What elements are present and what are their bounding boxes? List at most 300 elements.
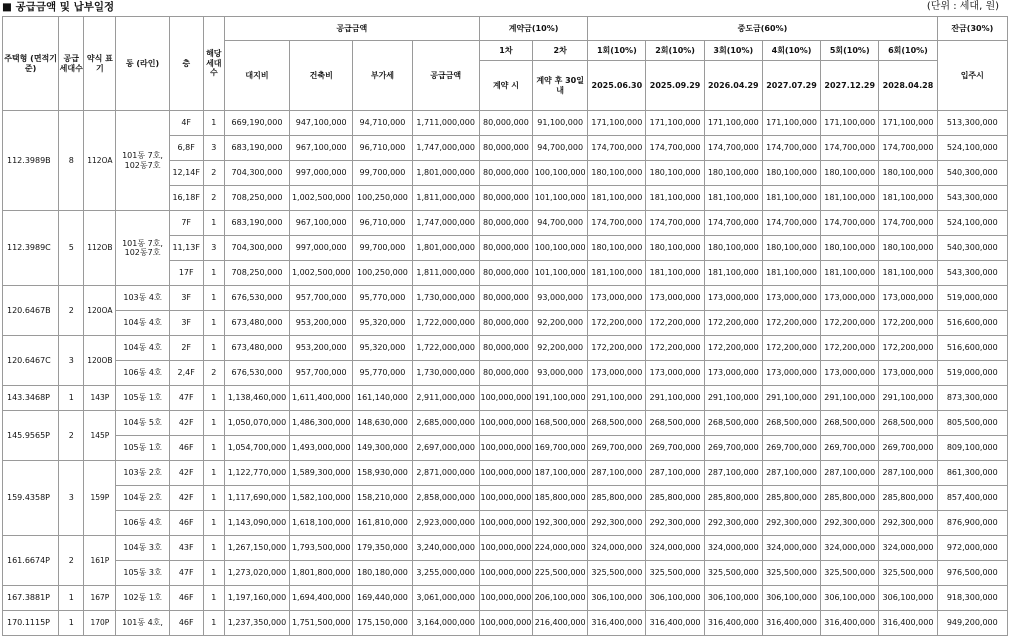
unit-count-cell: 1 <box>203 586 224 611</box>
supply-amount-cell: 1,801,000,000 <box>412 161 479 186</box>
deposit-2-cell: 101,100,000 <box>533 261 588 286</box>
household-count-cell: 5 <box>59 211 84 286</box>
mid-payment-cell: 172,200,000 <box>704 311 762 336</box>
supply-amount-cell: 3,240,000,000 <box>412 536 479 561</box>
mid-payment-cell: 324,000,000 <box>588 536 646 561</box>
household-count-cell: 3 <box>59 336 84 386</box>
supply-amount-cell: 1,730,000,000 <box>412 286 479 311</box>
deposit-1-cell: 100,000,000 <box>479 536 532 561</box>
unit-count-cell: 1 <box>203 411 224 436</box>
supply-amount-cell: 1,747,000,000 <box>412 211 479 236</box>
abbr-cell: 120OB <box>84 336 116 386</box>
mid-payment-cell: 172,200,000 <box>704 336 762 361</box>
vat-cell: 95,320,000 <box>353 311 412 336</box>
table-row <box>3 561 1008 586</box>
land-cost-cell: 683,190,000 <box>224 211 289 236</box>
floor-cell: 46F <box>169 436 203 461</box>
deposit-1-cell: 100,000,000 <box>479 511 532 536</box>
table-row <box>3 436 1008 461</box>
deposit-1-cell: 100,000,000 <box>479 386 532 411</box>
abbr-cell: 161P <box>84 536 116 586</box>
balance-cell: 809,100,000 <box>937 436 1007 461</box>
supply-amount-cell: 1,801,000,000 <box>412 236 479 261</box>
deposit-2-cell: 93,000,000 <box>533 286 588 311</box>
table-header <box>3 17 1008 111</box>
mid-payment-cell: 181,100,000 <box>704 186 762 211</box>
deposit-2-cell: 224,000,000 <box>533 536 588 561</box>
floor-cell: 42F <box>169 411 203 436</box>
mid-payment-cell: 291,100,000 <box>588 386 646 411</box>
deposit-1-cell: 80,000,000 <box>479 236 532 261</box>
mid-payment-cell: 180,100,000 <box>821 161 879 186</box>
unit-count-cell: 1 <box>203 211 224 236</box>
mid-payment-cell: 268,500,000 <box>762 411 820 436</box>
mid-payment-cell: 269,700,000 <box>762 436 820 461</box>
mid-payment-cell: 171,100,000 <box>879 111 937 136</box>
deposit-2-cell: 192,300,000 <box>533 511 588 536</box>
header-d1-when: 계약 시 <box>479 61 532 111</box>
deposit-1-cell: 100,000,000 <box>479 486 532 511</box>
mid-payment-cell: 180,100,000 <box>821 236 879 261</box>
mid-payment-cell: 306,100,000 <box>879 586 937 611</box>
deposit-2-cell: 206,100,000 <box>533 586 588 611</box>
floor-cell: 7F <box>169 211 203 236</box>
mid-payment-cell: 173,000,000 <box>646 286 704 311</box>
header-mid-label: 1회(10%) <box>588 41 646 61</box>
land-cost-cell: 704,300,000 <box>224 236 289 261</box>
table-row <box>3 311 1008 336</box>
floor-cell: 47F <box>169 386 203 411</box>
supply-amount-cell: 2,858,000,000 <box>412 486 479 511</box>
supply-amount-cell: 1,747,000,000 <box>412 136 479 161</box>
household-count-cell: 2 <box>59 411 84 461</box>
mid-payment-cell: 285,800,000 <box>704 486 762 511</box>
mid-payment-cell: 287,100,000 <box>588 461 646 486</box>
mid-payment-cell: 269,700,000 <box>588 436 646 461</box>
unit-count-cell: 3 <box>203 136 224 161</box>
land-cost-cell: 1,237,350,000 <box>224 611 289 636</box>
table-row <box>3 211 1008 236</box>
mid-payment-cell: 269,700,000 <box>704 436 762 461</box>
mid-payment-cell: 287,100,000 <box>646 461 704 486</box>
abbr-cell: 112OB <box>84 211 116 286</box>
dong-cell: 105동 3호 <box>116 561 169 586</box>
mid-payment-cell: 287,100,000 <box>879 461 937 486</box>
supply-amount-cell: 2,923,000,000 <box>412 511 479 536</box>
header-mid-group: 중도금(60%) <box>588 17 937 41</box>
household-count-cell: 1 <box>59 611 84 636</box>
deposit-2-cell: 100,100,000 <box>533 236 588 261</box>
vat-cell: 148,630,000 <box>353 411 412 436</box>
vat-cell: 99,700,000 <box>353 161 412 186</box>
vat-cell: 169,440,000 <box>353 586 412 611</box>
mid-payment-cell: 172,200,000 <box>646 336 704 361</box>
unit-count-cell: 1 <box>203 261 224 286</box>
household-count-cell: 1 <box>59 386 84 411</box>
balance-cell: 524,100,000 <box>937 211 1007 236</box>
mid-payment-cell: 181,100,000 <box>646 261 704 286</box>
building-cost-cell: 1,751,500,000 <box>290 611 353 636</box>
mid-payment-cell: 316,400,000 <box>704 611 762 636</box>
deposit-2-cell: 92,200,000 <box>533 336 588 361</box>
mid-payment-cell: 287,100,000 <box>762 461 820 486</box>
mid-payment-cell: 268,500,000 <box>704 411 762 436</box>
mid-payment-cell: 292,300,000 <box>821 511 879 536</box>
mid-payment-cell: 181,100,000 <box>588 186 646 211</box>
mid-payment-cell: 172,200,000 <box>821 336 879 361</box>
dong-cell: 106동 4호 <box>116 511 169 536</box>
floor-cell: 46F <box>169 586 203 611</box>
land-cost-cell: 1,117,690,000 <box>224 486 289 511</box>
balance-cell: 949,200,000 <box>937 611 1007 636</box>
dong-cell: 106동 4호 <box>116 361 169 386</box>
deposit-2-cell: 93,000,000 <box>533 361 588 386</box>
header-households: 공급 세대수 <box>59 17 84 111</box>
supply-amount-cell: 3,061,000,000 <box>412 586 479 611</box>
mid-payment-cell: 172,200,000 <box>762 311 820 336</box>
mid-payment-cell: 292,300,000 <box>762 511 820 536</box>
household-count-cell: 2 <box>59 286 84 336</box>
supply-amount-cell: 2,685,000,000 <box>412 411 479 436</box>
floor-cell: 11,13F <box>169 236 203 261</box>
mid-payment-cell: 174,700,000 <box>821 211 879 236</box>
land-cost-cell: 704,300,000 <box>224 161 289 186</box>
building-cost-cell: 1,493,000,000 <box>290 436 353 461</box>
floor-cell: 4F <box>169 111 203 136</box>
dong-cell: 105동 1호 <box>116 386 169 411</box>
balance-cell: 524,100,000 <box>937 136 1007 161</box>
balance-cell: 857,400,000 <box>937 486 1007 511</box>
unit-count-cell: 1 <box>203 386 224 411</box>
mid-payment-cell: 285,800,000 <box>879 486 937 511</box>
mid-payment-cell: 173,000,000 <box>879 361 937 386</box>
mid-payment-cell: 180,100,000 <box>879 161 937 186</box>
mid-payment-cell: 292,300,000 <box>646 511 704 536</box>
deposit-2-cell: 101,100,000 <box>533 186 588 211</box>
mid-payment-cell: 172,200,000 <box>762 336 820 361</box>
land-cost-cell: 676,530,000 <box>224 361 289 386</box>
unit-count-cell: 1 <box>203 486 224 511</box>
balance-cell: 516,600,000 <box>937 336 1007 361</box>
house-type-cell: 112.3989C <box>3 211 59 286</box>
header-mid-label: 4회(10%) <box>762 41 820 61</box>
floor-cell: 42F <box>169 486 203 511</box>
mid-payment-cell: 269,700,000 <box>879 436 937 461</box>
deposit-2-cell: 91,100,000 <box>533 111 588 136</box>
table-row <box>3 361 1008 386</box>
balance-cell: 519,000,000 <box>937 361 1007 386</box>
abbr-cell: 143P <box>84 386 116 411</box>
floor-cell: 47F <box>169 561 203 586</box>
floor-cell: 46F <box>169 511 203 536</box>
balance-cell: 540,300,000 <box>937 236 1007 261</box>
dong-cell: 104동 3호 <box>116 536 169 561</box>
building-cost-cell: 1,801,800,000 <box>290 561 353 586</box>
header-mid-label: 6회(10%) <box>879 41 937 61</box>
header-mid-label: 3회(10%) <box>704 41 762 61</box>
deposit-1-cell: 80,000,000 <box>479 186 532 211</box>
deposit-1-cell: 80,000,000 <box>479 311 532 336</box>
title-bar <box>0 0 1007 16</box>
deposit-1-cell: 80,000,000 <box>479 161 532 186</box>
mid-payment-cell: 291,100,000 <box>879 386 937 411</box>
land-cost-cell: 673,480,000 <box>224 336 289 361</box>
vat-cell: 179,350,000 <box>353 536 412 561</box>
deposit-1-cell: 100,000,000 <box>479 411 532 436</box>
building-cost-cell: 1,582,100,000 <box>290 486 353 511</box>
land-cost-cell: 673,480,000 <box>224 311 289 336</box>
header-mid-date: 2028.04.28 <box>879 61 937 111</box>
abbr-cell: 145P <box>84 411 116 461</box>
mid-payment-cell: 171,100,000 <box>762 111 820 136</box>
house-type-cell: 167.3881P <box>3 586 59 611</box>
mid-payment-cell: 172,200,000 <box>646 311 704 336</box>
abbr-cell: 112OA <box>84 111 116 211</box>
vat-cell: 149,300,000 <box>353 436 412 461</box>
table-row <box>3 286 1008 311</box>
balance-cell: 861,300,000 <box>937 461 1007 486</box>
balance-cell: 873,300,000 <box>937 386 1007 411</box>
mid-payment-cell: 306,100,000 <box>821 586 879 611</box>
mid-payment-cell: 306,100,000 <box>588 586 646 611</box>
supply-amount-cell: 1,722,000,000 <box>412 336 479 361</box>
header-d2-when: 계약 후 30일 내 <box>533 61 588 111</box>
table-row <box>3 536 1008 561</box>
mid-payment-cell: 325,500,000 <box>879 561 937 586</box>
building-cost-cell: 967,100,000 <box>290 211 353 236</box>
dong-cell: 104동 5호 <box>116 411 169 436</box>
unit-count-cell: 1 <box>203 511 224 536</box>
mid-payment-cell: 180,100,000 <box>704 236 762 261</box>
deposit-2-cell: 92,200,000 <box>533 311 588 336</box>
header-hh-count: 해당 세대 수 <box>203 17 224 111</box>
deposit-1-cell: 80,000,000 <box>479 136 532 161</box>
house-type-cell: 161.6674P <box>3 536 59 586</box>
mid-payment-cell: 324,000,000 <box>646 536 704 561</box>
unit-count-cell: 1 <box>203 561 224 586</box>
mid-payment-cell: 268,500,000 <box>879 411 937 436</box>
header-supply-amount: 공급금액 <box>412 41 479 111</box>
deposit-2-cell: 168,500,000 <box>533 411 588 436</box>
mid-payment-cell: 173,000,000 <box>704 361 762 386</box>
floor-cell: 2F <box>169 336 203 361</box>
supply-amount-cell: 2,911,000,000 <box>412 386 479 411</box>
supply-amount-cell: 1,811,000,000 <box>412 186 479 211</box>
mid-payment-cell: 171,100,000 <box>588 111 646 136</box>
dong-cell: 102동 1호 <box>116 586 169 611</box>
building-cost-cell: 967,100,000 <box>290 136 353 161</box>
household-count-cell: 1 <box>59 586 84 611</box>
mid-payment-cell: 324,000,000 <box>879 536 937 561</box>
mid-payment-cell: 173,000,000 <box>704 286 762 311</box>
mid-payment-cell: 316,400,000 <box>588 611 646 636</box>
balance-cell: 918,300,000 <box>937 586 1007 611</box>
land-cost-cell: 1,138,460,000 <box>224 386 289 411</box>
mid-payment-cell: 325,500,000 <box>762 561 820 586</box>
supply-amount-cell: 2,697,000,000 <box>412 436 479 461</box>
land-cost-cell: 1,050,070,000 <box>224 411 289 436</box>
balance-cell: 876,900,000 <box>937 511 1007 536</box>
vat-cell: 175,150,000 <box>353 611 412 636</box>
mid-payment-cell: 180,100,000 <box>762 161 820 186</box>
house-type-cell: 159.4358P <box>3 461 59 536</box>
supply-amount-cell: 2,871,000,000 <box>412 461 479 486</box>
balance-cell: 543,300,000 <box>937 261 1007 286</box>
land-cost-cell: 708,250,000 <box>224 186 289 211</box>
land-cost-cell: 1,267,150,000 <box>224 536 289 561</box>
building-cost-cell: 1,694,400,000 <box>290 586 353 611</box>
header-supply-group: 공급금액 <box>224 17 479 41</box>
mid-payment-cell: 292,300,000 <box>879 511 937 536</box>
unit-count-cell: 1 <box>203 336 224 361</box>
mid-payment-cell: 181,100,000 <box>762 261 820 286</box>
dong-cell: 101동 7호, 102동7호 <box>116 111 169 211</box>
table-row <box>3 411 1008 436</box>
dong-cell: 104동 2호 <box>116 486 169 511</box>
header-mid-label: 5회(10%) <box>821 41 879 61</box>
vat-cell: 95,770,000 <box>353 286 412 311</box>
header-mid-date: 2025.06.30 <box>588 61 646 111</box>
mid-payment-cell: 174,700,000 <box>588 211 646 236</box>
mid-payment-cell: 181,100,000 <box>588 261 646 286</box>
supply-amount-cell: 3,164,000,000 <box>412 611 479 636</box>
vat-cell: 180,180,000 <box>353 561 412 586</box>
header-d1: 1차 <box>479 41 532 61</box>
header-mid-date: 2027.12.29 <box>821 61 879 111</box>
balance-cell: 540,300,000 <box>937 161 1007 186</box>
vat-cell: 99,700,000 <box>353 236 412 261</box>
mid-payment-cell: 174,700,000 <box>704 211 762 236</box>
deposit-2-cell: 187,100,000 <box>533 461 588 486</box>
mid-payment-cell: 171,100,000 <box>704 111 762 136</box>
mid-payment-cell: 316,400,000 <box>646 611 704 636</box>
table-body <box>3 111 1008 636</box>
header-balance-when: 입주시 <box>937 41 1007 111</box>
table-row <box>3 486 1008 511</box>
mid-payment-cell: 325,500,000 <box>588 561 646 586</box>
floor-cell: 42F <box>169 461 203 486</box>
header-building: 건축비 <box>290 41 353 111</box>
house-type-cell: 145.9565P <box>3 411 59 461</box>
land-cost-cell: 1,197,160,000 <box>224 586 289 611</box>
unit-count-cell: 1 <box>203 536 224 561</box>
floor-cell: 17F <box>169 261 203 286</box>
unit-count-cell: 1 <box>203 461 224 486</box>
mid-payment-cell: 285,800,000 <box>646 486 704 511</box>
mid-payment-cell: 325,500,000 <box>821 561 879 586</box>
mid-payment-cell: 287,100,000 <box>821 461 879 486</box>
balance-cell: 543,300,000 <box>937 186 1007 211</box>
mid-payment-cell: 324,000,000 <box>821 536 879 561</box>
mid-payment-cell: 181,100,000 <box>821 261 879 286</box>
mid-payment-cell: 316,400,000 <box>762 611 820 636</box>
deposit-2-cell: 225,500,000 <box>533 561 588 586</box>
mid-payment-cell: 180,100,000 <box>762 236 820 261</box>
mid-payment-cell: 316,400,000 <box>821 611 879 636</box>
vat-cell: 96,710,000 <box>353 211 412 236</box>
mid-payment-cell: 174,700,000 <box>646 136 704 161</box>
abbr-cell: 170P <box>84 611 116 636</box>
mid-payment-cell: 325,500,000 <box>646 561 704 586</box>
mid-payment-cell: 180,100,000 <box>879 236 937 261</box>
building-cost-cell: 997,000,000 <box>290 161 353 186</box>
building-cost-cell: 957,700,000 <box>290 286 353 311</box>
building-cost-cell: 1,002,500,000 <box>290 261 353 286</box>
table-row <box>3 511 1008 536</box>
deposit-1-cell: 80,000,000 <box>479 261 532 286</box>
mid-payment-cell: 172,200,000 <box>588 336 646 361</box>
land-cost-cell: 1,122,770,000 <box>224 461 289 486</box>
mid-payment-cell: 180,100,000 <box>646 161 704 186</box>
header-deposit-group: 계약금(10%) <box>479 17 587 41</box>
abbr-cell: 167P <box>84 586 116 611</box>
mid-payment-cell: 172,200,000 <box>879 336 937 361</box>
mid-payment-cell: 285,800,000 <box>821 486 879 511</box>
land-cost-cell: 1,273,020,000 <box>224 561 289 586</box>
table-row <box>3 111 1008 136</box>
floor-cell: 12,14F <box>169 161 203 186</box>
vat-cell: 94,710,000 <box>353 111 412 136</box>
household-count-cell: 3 <box>59 461 84 536</box>
header-dong: 동 (라인) <box>116 17 169 111</box>
abbr-cell: 159P <box>84 461 116 536</box>
deposit-1-cell: 80,000,000 <box>479 111 532 136</box>
mid-payment-cell: 269,700,000 <box>646 436 704 461</box>
building-cost-cell: 947,100,000 <box>290 111 353 136</box>
mid-payment-cell: 174,700,000 <box>879 211 937 236</box>
household-count-cell: 2 <box>59 536 84 586</box>
supply-amount-cell: 3,255,000,000 <box>412 561 479 586</box>
building-cost-cell: 997,000,000 <box>290 236 353 261</box>
vat-cell: 95,320,000 <box>353 336 412 361</box>
header-mid-label: 2회(10%) <box>646 41 704 61</box>
land-cost-cell: 708,250,000 <box>224 261 289 286</box>
deposit-2-cell: 216,400,000 <box>533 611 588 636</box>
balance-cell: 519,000,000 <box>937 286 1007 311</box>
abbr-cell: 120OA <box>84 286 116 336</box>
unit-count-cell: 3 <box>203 236 224 261</box>
household-count-cell: 8 <box>59 111 84 211</box>
table-row <box>3 336 1008 361</box>
dong-cell: 103동 2호 <box>116 461 169 486</box>
mid-payment-cell: 291,100,000 <box>762 386 820 411</box>
land-cost-cell: 669,190,000 <box>224 111 289 136</box>
floor-cell: 2,4F <box>169 361 203 386</box>
deposit-2-cell: 100,100,000 <box>533 161 588 186</box>
mid-payment-cell: 174,700,000 <box>646 211 704 236</box>
header-d2: 2차 <box>533 41 588 61</box>
mid-payment-cell: 174,700,000 <box>821 136 879 161</box>
balance-cell: 976,500,000 <box>937 561 1007 586</box>
mid-payment-cell: 180,100,000 <box>588 236 646 261</box>
supply-amount-cell: 1,722,000,000 <box>412 311 479 336</box>
house-type-cell: 143.3468P <box>3 386 59 411</box>
mid-payment-cell: 292,300,000 <box>704 511 762 536</box>
floor-cell: 3F <box>169 311 203 336</box>
floor-cell: 43F <box>169 536 203 561</box>
mid-payment-cell: 173,000,000 <box>588 286 646 311</box>
house-type-cell: 120.6467B <box>3 286 59 336</box>
house-type-cell: 112.3989B <box>3 111 59 211</box>
floor-cell: 46F <box>169 611 203 636</box>
building-cost-cell: 1,793,500,000 <box>290 536 353 561</box>
supply-amount-cell: 1,730,000,000 <box>412 361 479 386</box>
mid-payment-cell: 174,700,000 <box>588 136 646 161</box>
mid-payment-cell: 324,000,000 <box>762 536 820 561</box>
mid-payment-cell: 173,000,000 <box>588 361 646 386</box>
mid-payment-cell: 292,300,000 <box>588 511 646 536</box>
mid-payment-cell: 180,100,000 <box>704 161 762 186</box>
